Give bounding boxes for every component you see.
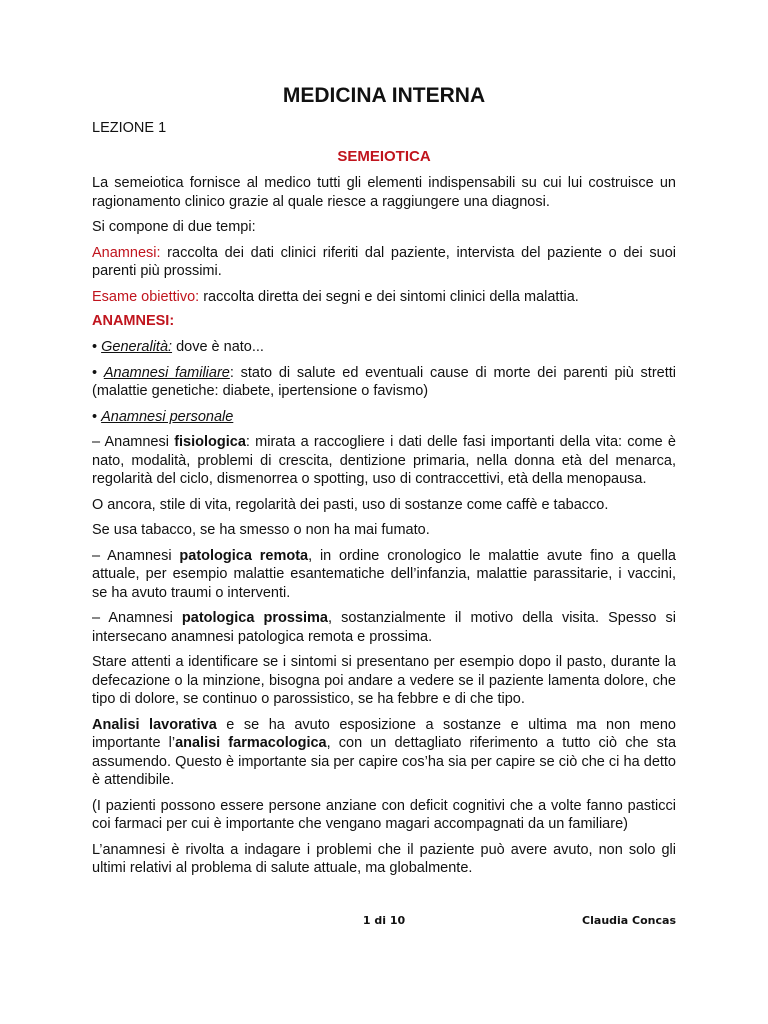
fisiologica-paragraph (92, 433, 676, 489)
familiare-term: Anamnesi familiare (103, 364, 230, 381)
farmacologica-text: , con un dettagliato riferimento a tutto ciò che sta assumendo. Questo è importante sia per capire cos’ha sia per capire se ciò che ci ha detto è attendibile. (92, 735, 677, 788)
anamnesi-text: raccolta dei dati clinici riferiti dal paziente, intervista del paziente o dei suoi parenti più prossimi. (92, 244, 676, 279)
remota-paragraph (92, 547, 676, 603)
generalita-text: dove è nato... (172, 339, 264, 355)
pazienti-paragraph: (I pazienti possono essere persone anziane con deficit cognitivi che a volte fanno pasticci coi farmaci per cui è importante che vengano magari accompagnati da un familiare) (92, 797, 676, 832)
lesson-label: LEZIONE 1 (92, 120, 167, 136)
section-title: SEMEIOTICA (337, 148, 431, 165)
page-number: 1 di 10 (362, 914, 406, 927)
farmacologica-term: analisi farmacologica (175, 735, 327, 751)
generalita-term: Generalità: (101, 339, 173, 355)
fisiologica-text: : mirata a raccogliere i dati delle fasi importanti della vita: come è nato, modalità, problemi di crescita, dentizione primaria, nella donna età del menarca, regolarità del ciclo, dismenorrea o spotting, uso di contraccettivi, età della menopausa. (92, 434, 676, 487)
personale-term: Anamnesi personale (101, 408, 234, 425)
esame-text: raccolta diretta dei segni e dei sintomi clinici della malattia. (199, 288, 579, 305)
page-footer (92, 914, 676, 932)
bullet: • (92, 408, 98, 425)
prossima-term: patologica prossima (181, 610, 328, 626)
sintomi-paragraph: Stare attenti a identificare se i sintomi si presentano per esempio dopo il pasto, durante la defecazione o la minzione, bisogna poi andare a vedere se il paziente lamenta dolore, che tipo di dolore, se continuo o parossistico, se ha febbre e di che tipo. (92, 654, 676, 707)
bullet: • (92, 339, 98, 355)
tabacco-paragraph: Se usa tabacco, se ha smesso o non ha mai fumato. (92, 522, 430, 538)
familiare-text: : stato di salute ed eventuali cause di morte dei parenti più stretti (malattie genetiche: diabete, ipertensione o favismo) (92, 364, 676, 399)
generalita-item (92, 338, 676, 357)
document-title: MEDICINA INTERNA (282, 84, 486, 107)
remota-term: patologica remota (179, 547, 309, 564)
anamnesi-definition (92, 244, 676, 281)
personale-item (92, 408, 676, 427)
fisiologica-prefix: – Anamnesi (92, 434, 175, 450)
intro-paragraph: La semeiotica fornisce al medico tutti gli elementi indispensabili su cui lui costruisce un ragionamento clinico grazie al quale riesce a raggiungere una diagnosi. (92, 175, 676, 210)
prossima-text: , sostanzialmente il motivo della visita. Spesso si intersecano anamnesi patologica remota e prossima. (92, 610, 676, 645)
prossima-prefix: – Anamnesi (92, 610, 182, 626)
rivolta-paragraph: L’anamnesi è rivolta a indagare i problemi che il paziente può avere avuto, non solo gli ultimi relativi al problema di salute attuale, ma globalmente. (92, 841, 676, 876)
familiare-item (92, 364, 676, 401)
two-times-line: Si compone di due tempi: (92, 219, 256, 235)
prossima-paragraph (92, 609, 676, 646)
lavorativa-term: Analisi lavorativa (92, 716, 217, 733)
esame-definition (92, 288, 676, 307)
fisiologica-term: fisiologica (174, 434, 246, 450)
remota-prefix: – Anamnesi (92, 547, 180, 564)
lavorativa-paragraph (92, 716, 676, 790)
lavorativa-text: e se ha avuto esposizione a sostanze e ultima ma non meno importante l’ (92, 716, 676, 751)
anamnesi-term: Anamnesi: (92, 244, 161, 261)
anamnesi-heading: ANAMNESI: (92, 313, 175, 329)
stile-vita-paragraph: O ancora, stile di vita, regolarità dei pasti, uso di sostanze come caffè e tabacco. (92, 496, 609, 513)
author-name: Claudia Concas (582, 914, 676, 927)
bullet: • (92, 364, 98, 381)
remota-text: , in ordine cronologico le malattie avute fino a quella attuale, per esempio malattie esantematiche dell’infanzia, malattie parassitarie, i vaccini, se ha avuto traumi o interventi. (92, 547, 676, 601)
esame-term: Esame obiettivo: (92, 288, 200, 305)
